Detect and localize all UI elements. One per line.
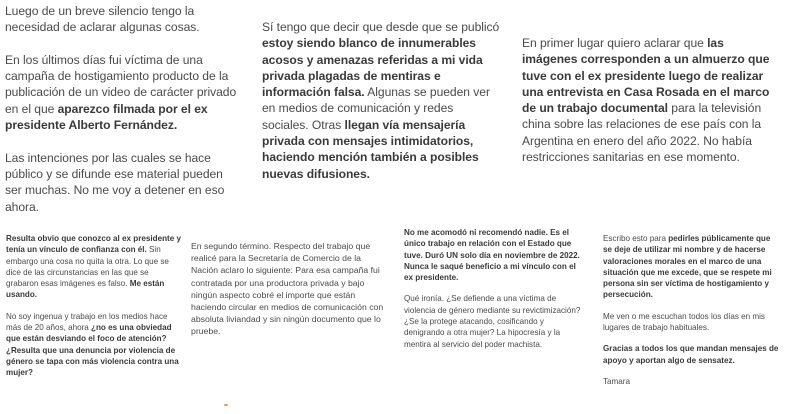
bold-text-run: Me están usando. — [6, 279, 165, 300]
text-run: No soy ingenua y trabajo en los medios hace más de 20 años, ahora — [6, 311, 168, 333]
text-run: Me ven o me escuchan todos los días en mis lugares de trabajo habituales. — [603, 311, 765, 333]
paragraph — [5, 3, 237, 36]
text-run: En los últimos días fui víctima de una campaña de hostigamiento producto de la publicación de un video de carácter privado en el que — [5, 52, 237, 116]
text-run: para la televisión china sobre las relaciones de ese país con la Argentina en enero del año 2022. No había restricciones sanitarias en ese momento. — [522, 101, 762, 165]
statement-block-state-job — [404, 227, 584, 350]
text-run: Escribo esto para — [603, 234, 669, 243]
bold-text-run: No me acomodó ni recomendó nadie. Es el único trabajo en relación con el Estado que tuve. Duró UN solo día en noviembre de 2022. Nunca le saqué beneficio a mi vínculo con el ex presidente. — [404, 228, 580, 283]
statement-block-harassment — [262, 19, 502, 182]
text-run: Tamara — [603, 376, 630, 386]
statement-block-request — [603, 233, 781, 387]
paragraph — [404, 227, 584, 283]
bold-text-run: aparezco filmada por el ex presidente Alberto Fernández. — [5, 101, 208, 133]
statement-block-intro — [5, 3, 237, 215]
paragraph — [522, 35, 772, 165]
paragraph — [603, 233, 781, 301]
bold-text-run: las imágenes corresponden a un almuerzo que tuve con el ex presidente luego de realizar una entrevista en Casa Rosada en el marco de un trabajo documental — [522, 36, 770, 116]
bold-text-run: pedirles públicamente que se deje de utilizar mi nombre y de hacerse valoraciones morales en el marco de una situación que me excede, que se respete mi persona sin ser víctima de hostigamiento y persecución. — [603, 234, 772, 300]
bold-text-run: llegan vía mensajería privada con mensajes intimidatorios, haciendo mención también a posibles nuevas difusiones. — [262, 117, 479, 181]
bold-text-run: estoy siendo blanco de innumerables acosos y amenazas referidas a mi vida privada plagadas de mentiras e información falsa. — [262, 36, 483, 100]
paragraph — [404, 293, 584, 349]
bold-text-run: ¿no es una obviedad que están desviando el foco de atención? ¿Resulta que una denuncia por violencia de género se tapa con más violencia contra una mujer? — [6, 323, 179, 378]
paragraph — [5, 150, 237, 215]
bold-text-run: Resulta obvio que conozco al ex presidente y tenía un vínculo de confianza con él. — [6, 234, 181, 255]
paragraph — [262, 19, 502, 182]
bold-text-run: Gracias a todos los que mandan mensajes de apoyo y aportan algo de sensatez. — [603, 344, 779, 365]
text-run: Las intenciones por las cuales se hace público y se difunde ese material pueden ser muchas. No me voy a detener en eso ahora. — [5, 150, 225, 214]
decorative-mark — [224, 404, 228, 406]
text-run: En segundo término. Respecto del trabajo que realicé para la Secretaría de Comercio de la Nación aclaro lo siguiente: Para esa campaña fui contratada por una productora privada y bajo ningún aspecto cobré el importe que están haciendo circular en medios de comunicación con absoluta liviandad y sin ningún documento que lo pruebe. — [191, 241, 384, 337]
statement-block-work — [191, 240, 384, 338]
paragraph — [191, 240, 384, 338]
signature — [603, 376, 781, 387]
text-run: Luego de un breve silencio tengo la necesidad de aclarar algunas cosas. — [5, 4, 200, 35]
statement-block-relationship — [6, 233, 183, 379]
paragraph — [603, 343, 781, 366]
paragraph — [6, 311, 183, 379]
text-run: Qué ironía. ¿Se defiende a una víctima de violencia de género mediante su revictimización? ¿Se la protege atacando, cosificando y denigrando a otra mujer? La hipocresía y la mentira al servicio del poder machista. — [404, 294, 581, 349]
text-run: Sin embargo una cosa no quita la otra. Lo que se dice de las circunstancias en las que se grabaron esas imágenes es falso. — [6, 245, 169, 289]
paragraph — [603, 311, 781, 334]
statement-block-clarification — [522, 35, 772, 165]
text-run: Algunas se pueden ver en medios de comunicación y redes sociales. Otras — [262, 85, 490, 132]
text-run: En primer lugar quiero aclarar que — [522, 36, 708, 50]
text-run: Sí tengo que decir que desde que se publicó — [262, 20, 500, 34]
paragraph — [6, 233, 183, 301]
paragraph — [5, 52, 237, 133]
